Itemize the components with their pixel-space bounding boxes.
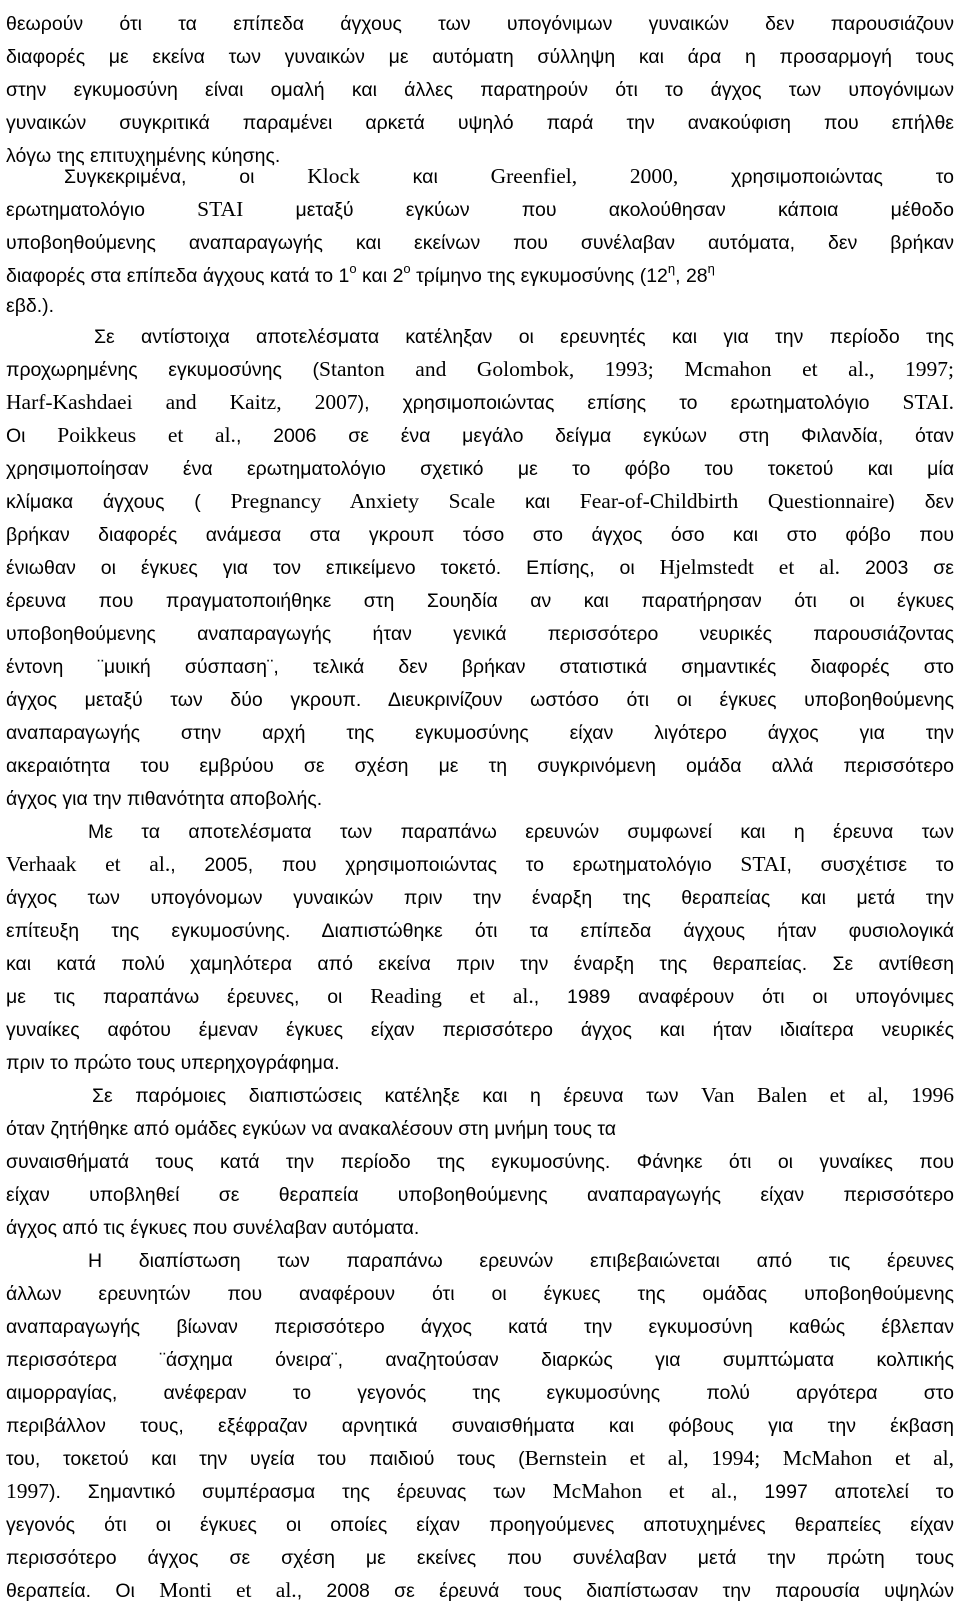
text-segment: , 2006 σε ένα μεγάλο δείγμα εγκύων στη Φιλανδία, όταν	[235, 425, 955, 447]
text-segment: λόγω της επιτυχημένης κύησης.	[6, 145, 281, 167]
text-segment: κλίμακα άγχους (	[6, 491, 231, 513]
text-segment: Klock	[307, 164, 360, 188]
text-segment: άγχος των υπογόνομων γυναικών πριν την έναρξη της θεραπείας και μετά την	[6, 887, 954, 909]
text-line	[6, 225, 954, 259]
text-line	[6, 192, 954, 226]
text-segment: ερωτηματολόγιο	[6, 199, 198, 221]
text-line	[6, 1573, 954, 1607]
text-segment: και	[495, 491, 580, 513]
text-segment: αναπαραγωγής βίωναν περισσότερο άγχος κατά την εγκυμοσύνη καθώς έβλεπαν	[6, 1316, 954, 1338]
text-segment: πριν το πρώτο τους υπερηχογράφημα.	[6, 1052, 340, 1074]
text-line	[6, 1243, 954, 1277]
superscript: ο	[349, 261, 357, 276]
text-segment: ) δεν	[888, 491, 955, 513]
text-segment: STAI	[740, 852, 787, 876]
text-line	[6, 1177, 954, 1211]
text-line	[6, 1375, 954, 1409]
text-segment: στην εγκυμοσύνη είναι ομαλή και άλλες παρατηρούν ότι το άγχος των υπογόνιμων	[6, 79, 954, 101]
superscript: η	[707, 261, 715, 276]
text-line	[6, 979, 954, 1013]
text-segment: και 2	[356, 265, 404, 287]
text-segment: γεγονός ότι οι έγκυες οι οποίες είχαν προηγούμενες αποτυχημένες θεραπείες είχαν	[6, 1514, 954, 1536]
text-segment: επίτευξη της εγκυμοσύνης. Διαπιστώθηκε ότι τα επίπεδα άγχους ήταν φυσιολογικά	[6, 920, 954, 942]
text-segment: , 1997;	[869, 357, 954, 381]
text-line	[6, 1474, 954, 1508]
text-line	[6, 583, 954, 617]
text-segment: βρήκαν διαφορές ανάμεσα στα γκρουπ τόσο στο άγχος όσο και στο φόβο που	[6, 524, 954, 546]
text-line	[6, 1111, 954, 1145]
text-line	[6, 1540, 954, 1574]
text-segment: με τις παραπάνω έρευνες, οι	[6, 986, 371, 1008]
text-segment: ), χρησιμοποιώντας επίσης το ερωτηματολόγιο	[357, 392, 903, 414]
text-segment: , 2008 σε έρευνά τους διαπίστωσαν την παρουσία υψηλών	[296, 1580, 954, 1602]
text-segment: STAI.	[902, 390, 954, 414]
text-segment: είχαν υποβληθεί σε θεραπεία υποβοηθούμενης αναπαραγωγής είχαν περισσότερο	[6, 1184, 954, 1206]
text-segment: , 28	[675, 265, 708, 287]
text-segment: γυναίκες αφότου έμεναν έγκυες είχαν περισσότερο άγχος και ήταν ιδιαίτερα νευρικές	[6, 1019, 954, 1041]
text-line	[6, 1012, 954, 1046]
text-line	[6, 1342, 954, 1376]
text-line	[6, 550, 954, 584]
text-line	[6, 913, 954, 947]
text-line	[6, 1408, 954, 1442]
superscript: ο	[403, 261, 411, 276]
text-segment: και κατά πολύ χαμηλότερα από εκείνα πριν την έναρξη της θεραπείας. Σε αντίθεση	[6, 953, 954, 975]
text-segment: Σε αντίστοιχα αποτελέσματα κατέληξαν οι ερευνητές και για την περίοδο της	[94, 326, 954, 348]
text-segment: , 2005, που χρησιμοποιώντας το ερωτηματολόγιο	[170, 854, 741, 876]
text-segment: Harf-Kashdaei and Kaitz, 2007	[6, 390, 358, 414]
text-segment: Greenfiel, 2000,	[490, 164, 679, 188]
text-line	[6, 946, 954, 980]
text-line	[6, 319, 954, 353]
text-line	[6, 1507, 954, 1541]
text-segment: Stanton and Golombok, 1993; Mcmahon et al.	[319, 357, 870, 381]
text-line	[6, 1210, 954, 1244]
text-segment: υποβοηθούμενης αναπαραγωγής και εκείνων που συνέλαβαν αυτόματα, δεν βρήκαν	[6, 232, 954, 254]
text-segment: STAI	[197, 197, 244, 221]
text-segment: McMahon et al.	[552, 1479, 733, 1503]
text-segment: Bernstein et al, 1994; McMahon et al,	[524, 1446, 954, 1470]
text-line	[6, 39, 954, 73]
text-segment: Οι	[6, 425, 58, 447]
text-segment: έντονη ¨μυική σύσπαση¨, τελικά δεν βρήκαν στατιστικά σημαντικές διαφορές στο	[6, 656, 954, 678]
text-segment: χρησιμοποίησαν ένα ερωτηματολόγιο σχετικό με το φόβο του τοκετού και μία	[6, 458, 954, 480]
text-segment: προχωρημένης εγκυμοσύνης (	[6, 359, 320, 381]
text-line	[6, 748, 954, 782]
text-line	[6, 880, 954, 914]
text-segment: Με τα αποτελέσματα των παραπάνω ερευνών συμφωνεί και η έρευνα των	[88, 821, 954, 843]
text-segment: , συσχέτισε το	[786, 854, 955, 876]
text-segment: Reading et al.	[370, 984, 534, 1008]
text-segment: του, τοκετού και την υγεία του παιδιού τους (	[6, 1448, 525, 1470]
text-segment: συναισθήματά τους κατά την περίοδο της εγκυμοσύνης. Φάνηκε ότι οι γυναίκες που	[6, 1151, 954, 1173]
text-segment: Hjelmstedt et al.	[659, 555, 841, 579]
text-segment: περισσότερα ¨άσχημα όνειρα¨, αναζητούσαν διαρκώς για συμπτώματα κολπικής	[6, 1349, 954, 1371]
text-segment: ακεραιότητα του εμβρύου σε σχέση με τη συγκρινόμενη ομάδα αλλά περισσότερο	[6, 755, 954, 777]
text-segment: Pregnancy Anxiety Scale	[230, 489, 496, 513]
text-line	[6, 6, 954, 40]
text-segment: Συγκεκριμένα, οι	[64, 166, 308, 188]
text-segment: θεωρούν ότι τα επίπεδα άγχους των υπογόνιμων γυναικών δεν παρουσιάζουν	[6, 13, 954, 35]
text-segment: όταν ζητήθηκε από ομάδες εγκύων να ανακαλέσουν στη μνήμη τους τα	[6, 1118, 617, 1140]
text-line	[6, 258, 954, 292]
text-line	[6, 105, 954, 139]
text-segment: διαφορές στα επίπεδα άγχους κατά το 1	[6, 265, 350, 287]
text-segment: ένιωθαν οι έγκυες για τον επικείμενο τοκετό. Επίσης, οι	[6, 557, 660, 579]
text-segment: άλλων ερευνητών που αναφέρουν ότι οι έγκυες της ομάδας υποβοηθούμενης	[6, 1283, 954, 1305]
text-segment: τρίμηνο της εγκυμοσύνης (12	[410, 265, 668, 287]
text-segment: και	[359, 166, 491, 188]
text-segment: εβδ.).	[6, 295, 55, 317]
superscript: η	[667, 261, 676, 276]
text-segment: χρησιμοποιώντας το	[678, 166, 954, 188]
text-line	[6, 1276, 954, 1310]
text-segment: 2003 σε	[840, 557, 954, 579]
text-line	[6, 517, 954, 551]
text-segment: Η διαπίστωση των παραπάνω ερευνών επιβεβαιώνεται από τις έρευνες	[88, 1250, 954, 1272]
text-segment: περισσότερο άγχος σε σχέση με εκείνες που συνέλαβαν μετά την πρώτη τους	[6, 1547, 954, 1569]
text-line	[6, 715, 954, 749]
text-segment: διαφορές με εκείνα των γυναικών με αυτόματη σύλληψη και άρα η προσαρμογή τους	[6, 46, 954, 68]
text-segment: Verhaak et al.	[6, 852, 171, 876]
text-segment: μεταξύ εγκύων που ακολούθησαν κάποια μέθοδο	[243, 199, 954, 221]
text-line	[6, 781, 954, 815]
text-segment: υποβοηθούμενης αναπαραγωγής ήταν γενικά περισσότερο νευρικές παρουσιάζοντας	[6, 623, 954, 645]
text-segment: αναπαραγωγής στην αρχή της εγκυμοσύνης είχαν λιγότερο άγχος για την	[6, 722, 954, 744]
text-line	[6, 1045, 954, 1079]
text-segment: άγχος για την πιθανότητα αποβολής.	[6, 788, 323, 810]
text-line	[6, 649, 954, 683]
text-line	[6, 847, 954, 881]
text-line	[6, 484, 954, 518]
text-segment: θεραπεία. Οι	[6, 1580, 160, 1602]
text-segment: 1997	[6, 1479, 49, 1503]
text-segment: Monti et al.	[159, 1578, 297, 1602]
text-segment: Fear-of-Childbirth Questionnaire	[579, 489, 889, 513]
text-segment: περιβάλλον τους, εξέφραζαν αρνητικά συναισθήματα και φόβους για την έκβαση	[6, 1415, 954, 1437]
text-segment: ). Σημαντικό συμπέρασμα της έρευνας των	[49, 1481, 553, 1503]
text-line	[6, 288, 954, 322]
text-line	[6, 1144, 954, 1178]
text-segment: , 1989 αναφέρουν ότι οι υπογόνιμες	[533, 986, 955, 1008]
text-segment: έρευνα που πραγματοποιήθηκε στη Σουηδία αν και παρατήρησαν ότι οι έγκυες	[6, 590, 954, 612]
text-line	[6, 451, 954, 485]
text-line	[6, 1078, 954, 1112]
text-line	[6, 385, 954, 419]
text-line	[6, 418, 954, 452]
text-segment: γυναικών συγκριτικά παραμένει αρκετά υψηλό παρά την ανακούφιση που επήλθε	[6, 112, 954, 134]
text-segment: άγχος από τις έγκυες που συνέλαβαν αυτόματα.	[6, 1217, 420, 1239]
text-line	[6, 682, 954, 716]
text-segment: Poikkeus et al.	[57, 423, 236, 447]
text-line	[6, 1309, 954, 1343]
text-line	[6, 1441, 954, 1475]
text-line	[6, 814, 954, 848]
text-line	[6, 616, 954, 650]
text-line	[6, 72, 954, 106]
text-line	[6, 159, 954, 193]
text-segment: Van Balen et al, 1996	[701, 1083, 954, 1107]
text-segment: , 1997 αποτελεί το	[732, 1481, 954, 1503]
text-segment: Σε παρόμοιες διαπιστώσεις κατέληξε και η έρευνα των	[92, 1085, 702, 1107]
text-line	[6, 352, 954, 386]
text-segment: αιμορραγίας, ανέφεραν το γεγονός της εγκυμοσύνης πολύ αργότερα στο	[6, 1382, 954, 1404]
text-segment: άγχος μεταξύ των δύο γκρουπ. Διευκρινίζουν ωστόσο ότι οι έγκυες υποβοηθούμενης	[6, 689, 954, 711]
